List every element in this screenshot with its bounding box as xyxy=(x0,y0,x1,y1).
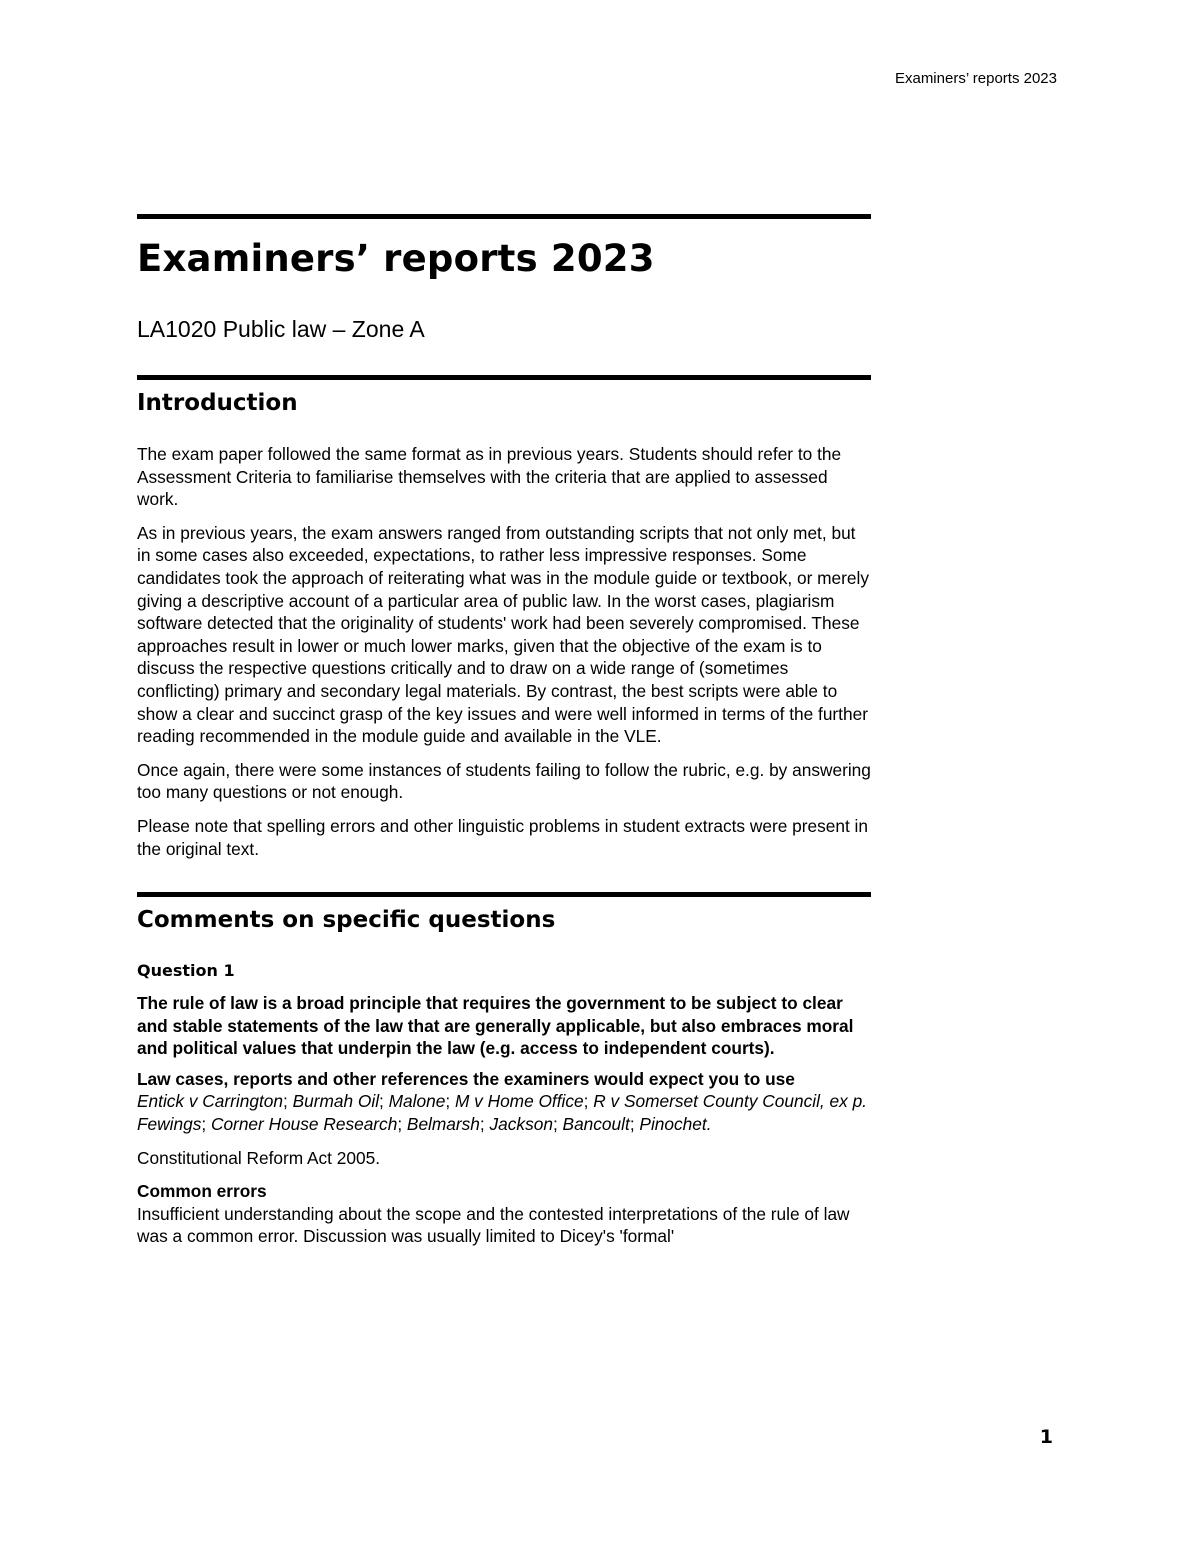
question-text: The rule of law is a broad principle that requires the government to be subject to clear and stable statements of the law that are generally applicable, but also embraces moral and political values that underpin the law (e.g. access to independent courts). xyxy=(137,993,854,1059)
document-title: Examiners’ reports 2023 xyxy=(137,237,655,280)
document-subtitle: LA1020 Public law – Zone A xyxy=(137,316,425,342)
case-item: Entick v Carrington xyxy=(137,1091,283,1112)
document-body xyxy=(137,214,871,1248)
case-item: M v Home Office xyxy=(454,1091,584,1112)
case-item: Jackson xyxy=(489,1114,553,1135)
case-item: Bancoult xyxy=(562,1114,630,1135)
case-item: R v Somerset County Council, ex p. Fewings xyxy=(137,1091,867,1135)
question-label: Question 1 xyxy=(137,961,235,981)
common-errors-label: Common errors xyxy=(137,1181,267,1202)
introduction-heading: Introduction xyxy=(137,390,298,416)
comments-heading: Comments on specific questions xyxy=(137,907,556,934)
page-number: 1 xyxy=(1039,1426,1053,1448)
title-top-rule xyxy=(137,214,871,219)
common-errors-text: Insufficient understanding about the scope and the contested interpretations of the rule of law was a common error. Discussion was usually limited to Dicey's 'formal' xyxy=(137,1203,850,1247)
statute-reference: Constitutional Reform Act 2005. xyxy=(137,1147,381,1168)
intro-paragraph-3: Once again, there were some instances of students failing to follow the rubric, e.g. by answering too many questions or not enough. xyxy=(137,759,871,803)
intro-paragraph-4: Please note that spelling errors and other linguistic problems in student extracts were present in the original text. xyxy=(137,815,869,859)
case-item: Malone xyxy=(388,1091,446,1112)
comments-rule xyxy=(137,892,871,897)
case-item: Pinochet xyxy=(639,1114,707,1135)
case-list: Entick v Carrington; Burmah Oil; Malone; M v Home Office; R v Somerset County Council, ex p. Fewings; Corner House Research; Belmarsh; Jackson; Bancoult; Pinochet. xyxy=(137,1091,867,1135)
case-item: Burmah Oil xyxy=(292,1091,380,1112)
running-header: Examiners’ reports 2023 xyxy=(894,70,1057,87)
introduction-rule xyxy=(137,375,871,380)
references-label: Law cases, reports and other references the examiners would expect you to use xyxy=(137,1068,795,1089)
intro-paragraph-2: As in previous years, the exam answers ranged from outstanding scripts that not only met, but in some cases also exceeded, expectations, to rather less impressive responses. Some candidates took the approach of reiterating what was in the module guide or textbook, or merely giving a descriptive account of a particular area of public law. In the worst cases, plagiarism software detected that the originality of students' work had been severely compromised. These approaches result in lower or much lower marks, given that the objective of the exam is to discuss the respective questions critically and to draw on a wide range of (sometimes conflicting) primary and secondary legal materials. By contrast, the best scripts were able to show a clear and succinct grasp of the key issues and were well informed in terms of the further reading recommended in the module guide and available in the VLE. xyxy=(137,522,869,747)
intro-paragraph-1: The exam paper followed the same format as in previous years. Students should refer to the Assessment Criteria to familiarise themselves with the criteria that are applied to assessed work. xyxy=(137,444,842,510)
case-item: Belmarsh xyxy=(406,1114,480,1135)
case-item: Corner House Research xyxy=(210,1114,398,1135)
